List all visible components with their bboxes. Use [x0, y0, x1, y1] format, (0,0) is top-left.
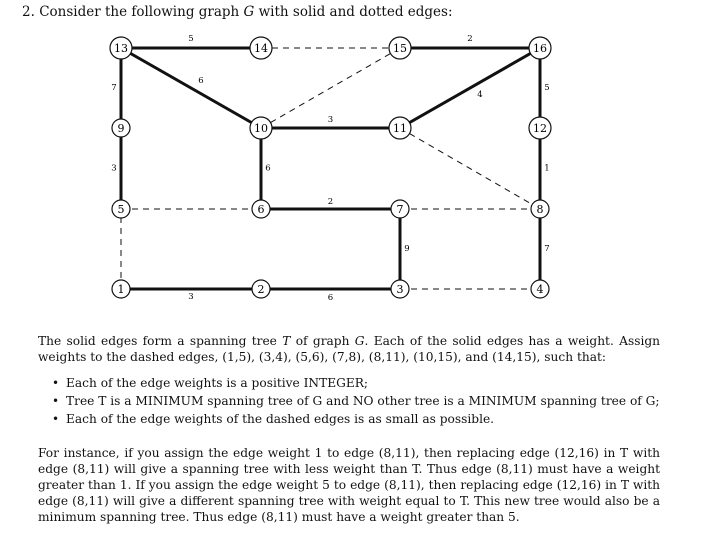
- edge-weight-6-7: 2: [327, 197, 334, 207]
- node-label: 6: [257, 203, 265, 216]
- node-label: 11: [393, 122, 407, 135]
- node-label: 1: [117, 283, 125, 296]
- graph-node-5: [112, 200, 130, 218]
- title-text-before: Consider the following graph: [39, 4, 240, 20]
- node-label: 3: [396, 283, 404, 296]
- edge-weight-13-10: 6: [198, 76, 204, 86]
- weights-layer: [111, 34, 549, 303]
- graph-node-7: [391, 200, 409, 218]
- list-item: • Each of the edge weights is a positive INTEGER;: [52, 374, 662, 392]
- node-label: 14: [254, 42, 268, 55]
- title-text-after: with solid and dotted edges:: [258, 4, 453, 20]
- graph-node-6: [252, 200, 270, 218]
- node-label: 12: [533, 122, 547, 135]
- graph-node-3: [391, 280, 409, 298]
- node-label: 15: [393, 42, 407, 55]
- graph-node-1: [112, 280, 130, 298]
- edge-weight-16-12: 5: [544, 83, 550, 93]
- graph-node-8: [531, 200, 549, 218]
- edges-layer: [121, 48, 540, 289]
- node-label: 16: [533, 42, 547, 55]
- graph-node-4: [531, 280, 549, 298]
- node-label: 7: [396, 203, 404, 216]
- edge-weight-15-16: 2: [467, 34, 473, 44]
- graph-node-9: [112, 119, 130, 137]
- nodes-layer: [110, 37, 551, 298]
- list-item: • Tree T is a MINIMUM spanning tree of G and NO other tree is a MINIMUM spanning tree of G;: [52, 392, 662, 410]
- question-number: 2.: [22, 4, 35, 20]
- intro-text-a: The solid edges form a spanning tree: [38, 334, 277, 348]
- graph-node-11: [389, 117, 411, 139]
- graph-node-16: [529, 37, 551, 59]
- intro-text-b: of graph: [295, 334, 350, 348]
- node-label: 4: [536, 283, 544, 296]
- node-label: 2: [257, 283, 265, 296]
- edge-weight-10-6: 6: [265, 163, 271, 174]
- node-label: 13: [114, 42, 128, 55]
- graph-symbol-inline: G: [354, 334, 365, 348]
- tree-symbol: T: [282, 334, 291, 348]
- edge-weight-12-8: 1: [544, 163, 550, 174]
- edge-weight-11-16: 4: [477, 90, 483, 100]
- edge-weight-2-3: 6: [327, 293, 334, 303]
- node-label: 9: [117, 122, 125, 135]
- edge-weight-10-11: 3: [327, 115, 334, 125]
- edge-weight-9-5: 3: [111, 163, 117, 174]
- requirements-list: [52, 374, 662, 428]
- edge-weight-13-9: 7: [111, 83, 117, 93]
- graph-node-12: [529, 117, 551, 139]
- graph-node-13: [110, 37, 132, 59]
- graph-node-15: [389, 37, 411, 59]
- dashed-edge-11-8: [400, 128, 540, 209]
- intro-paragraph: [38, 333, 660, 365]
- solid-edge-11-16: [400, 48, 540, 128]
- node-label: 10: [254, 122, 268, 135]
- edge-weight-7-3: 9: [404, 244, 410, 254]
- solid-edge-13-10: [121, 48, 261, 128]
- example-paragraph: For instance, if you assign the edge weight 1 to edge (8,11), then replacing edge (12,16) in T with edge (8,11) will give a spanning tree with less weight than T. Thus edge (8,11) must have a weight greater than 1. If you assign the edge weight 5 to edge (8,11), then replacing edge (12,16) in T with edge (8,11) will give a different spanning tree with weight equal to T. This new tree would also be a minimum spanning tree. Thus edge (8,11) must have a weight greater than 5.: [38, 446, 660, 524]
- node-label: 8: [536, 203, 544, 216]
- intro-text-c: . Each of the solid edges has a weight. Assign weights to the dashed edges, (1,5), (3,4), (5,6), (7,8), (8,11), (10,15), and (14,15), such that:: [38, 334, 661, 364]
- edge-weight-13-14: 5: [188, 34, 194, 44]
- list-item: • Each of the edge weights of the dashed edges is as small as possible.: [52, 410, 662, 428]
- graph-symbol: G: [243, 4, 255, 20]
- graph-node-2: [252, 280, 270, 298]
- edge-weight-1-2: 3: [188, 292, 194, 302]
- graph-node-14: [250, 37, 272, 59]
- edge-weight-8-4: 7: [544, 244, 550, 254]
- graph-node-10: [250, 117, 272, 139]
- node-label: 5: [117, 203, 125, 216]
